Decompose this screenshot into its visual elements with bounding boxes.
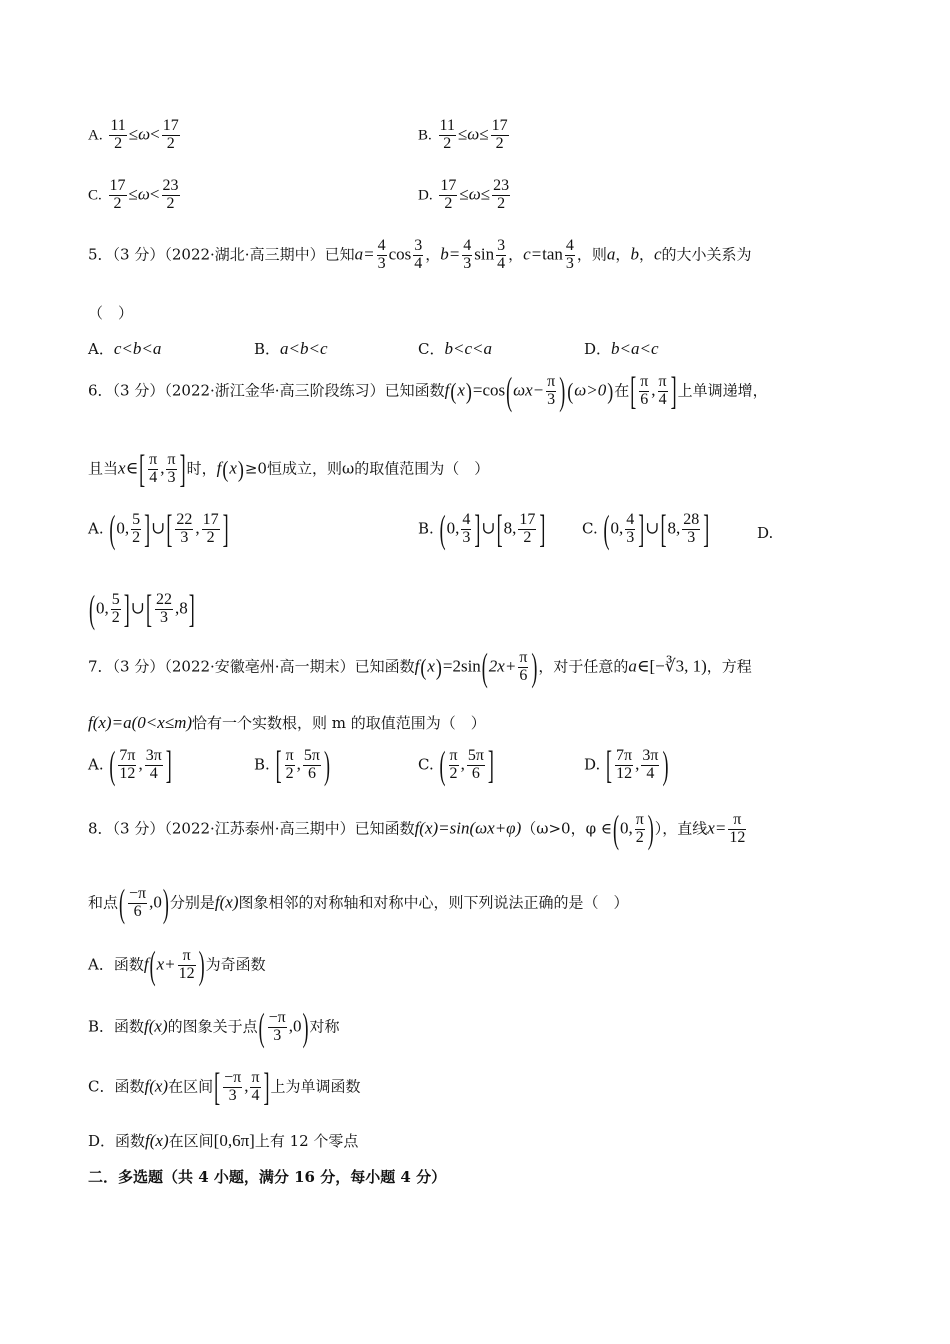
q6-stem-line2: 且当x∈[ $\frac{\pi}{4}$ , $\frac{\pi}{3}$ ]时，f(x)≥0恒成立，则ω的取值范围为（ ） bbox=[88, 447, 490, 492]
option-label: B. bbox=[418, 127, 432, 144]
q7-option-d: D. [ $\frac{7\pi}{12}$ , $\frac{3\pi}{4}$ ) bbox=[584, 743, 669, 788]
q5-option-c: C．b<c<a bbox=[418, 339, 492, 358]
option-label: C. bbox=[88, 187, 102, 204]
q7-option-c: C. ( $\frac{\pi}{2}$ , $\frac{5\pi}{6}$ ] bbox=[418, 743, 494, 788]
fraction: $\frac{23}{2}$ bbox=[493, 177, 510, 212]
q6-option-d: (0, $\frac{5}{2}$ ]∪[ $\frac{22}{3}$ ,8] bbox=[89, 587, 195, 632]
q6-option-d-label: D. bbox=[757, 524, 774, 542]
fraction: $\frac{17}{2}$ bbox=[162, 117, 179, 152]
q8-stem-line2: 和点( $\frac{-\pi}{6}$ ,0)分别是f(x)图象相邻的对称轴和对称中心，则下列说法正确的是（ ） bbox=[88, 881, 629, 926]
option-label: D. bbox=[418, 187, 433, 204]
q8-option-b: B．函数f(x)的图象关于点( $\frac{-\pi}{3}$ ,0)对称 bbox=[88, 1005, 340, 1050]
q6-option-b: B. (0, $\frac{4}{3}$ ]∪[8, $\frac{17}{2}$ ] bbox=[418, 507, 546, 552]
q4-option-b: B. $\frac{11}{2}$ ≤ω≤ $\frac{17}{2}$ bbox=[418, 117, 508, 152]
q5-option-d: D．b<a<c bbox=[584, 339, 659, 358]
q4-option-c: C. $\frac{17}{2}$ ≤ω< $\frac{23}{2}$ bbox=[88, 177, 179, 212]
q7-stem-line2: f(x)=a(0<x≤m)恰有一个实数根，则 m 的取值范围为（ ） bbox=[88, 713, 486, 732]
question-text: 7．（3 分）（2022·安徽亳州·高一期末）已知函数 bbox=[88, 657, 415, 676]
fraction: $\frac{17}{2}$ bbox=[109, 177, 126, 212]
q8-option-c: C．函数f(x)在区间[ $\frac{-\pi}{3}$ , $\frac{\pi}{4}$ ]上为单调函数 bbox=[88, 1065, 361, 1110]
q6-stem: 6．（3 分）（2022·浙江金华·高三阶段练习）已知函数f(x)=cos(ωx− $\frac{\pi}{3}$ ) (ω>0)在[ $\frac{\pi}{6}$ , $\frac{\pi}{4}$ ]上单调递增， bbox=[88, 369, 768, 414]
question-text: 8．（3 分）（2022·江苏泰州·高三期中）已知函数 bbox=[88, 819, 415, 838]
question-text: 6．（3 分）（2022·浙江金华·高三阶段练习）已知函数 bbox=[88, 381, 445, 400]
q8-option-a: A．函数f(x+ $\frac{\pi}{12}$ )为奇函数 bbox=[88, 943, 266, 988]
q5-option-b: B．a<b<c bbox=[254, 339, 328, 358]
section-title: 二．多选题（共 4 小题，满分 16 分，每小题 4 分） bbox=[88, 1168, 447, 1186]
q4-option-a: A. $\frac{11}{2}$ ≤ω< $\frac{17}{2}$ bbox=[88, 117, 179, 152]
q4-option-d: D. $\frac{17}{2}$ ≤ω≤ $\frac{23}{2}$ bbox=[418, 177, 510, 212]
q6-option-a: A. (0, $\frac{5}{2}$ ]∪[ $\frac{22}{3}$ , $\frac{17}{2}$ ] bbox=[88, 507, 229, 552]
q7-option-a: A. ( $\frac{7\pi}{12}$ , $\frac{3\pi}{4}$ ] bbox=[88, 743, 172, 788]
q7-stem: 7．（3 分）（2022·安徽亳州·高一期末）已知函数f(x)=2sin(2x+ $\frac{\pi}{6}$ )，对于任意的a∈[−∛3, 1)，方程 bbox=[88, 645, 752, 690]
q5-option-a: A．c<b<a bbox=[88, 339, 162, 358]
fraction: $\frac{17}{2}$ bbox=[440, 177, 457, 212]
q8-option-d: D．函数f(x)在区间[0,6π]上有 12 个零点 bbox=[88, 1131, 359, 1150]
fraction: $\frac{11}{2}$ bbox=[110, 117, 126, 152]
fraction: $\frac{23}{2}$ bbox=[162, 177, 179, 212]
q8-stem: 8．（3 分）（2022·江苏泰州·高三期中）已知函数f(x)=sin(ωx+φ)（ω>0，φ ∈(0, $\frac{\pi}{2}$ )），直线x= $\frac{\pi}{12}$ bbox=[88, 807, 746, 852]
question-text: 5．（3 分）（2022·湖北·高三期中）已知 bbox=[88, 245, 355, 264]
fraction: $\frac{11}{2}$ bbox=[439, 117, 455, 152]
q5-stem: 5．（3 分）（2022·湖北·高三期中）已知a= $\frac{4}{3}$ cos $\frac{3}{4}$ ，b= $\frac{4}{3}$ sin $\frac{3}{4}$ ，c=tan $\frac{4}{3}$ ，则a，b，c的大小关系为 bbox=[88, 237, 752, 272]
q7-option-b: B. [ $\frac{\pi}{2}$ , $\frac{5\pi}{6}$ ) bbox=[254, 743, 330, 788]
q6-option-c: C. (0, $\frac{4}{3}$ ]∪[8, $\frac{28}{3}$ ] bbox=[582, 507, 710, 552]
q5-paren: （ ） bbox=[88, 304, 134, 322]
option-label: A. bbox=[88, 127, 103, 144]
fraction: $\frac{17}{2}$ bbox=[491, 117, 508, 152]
